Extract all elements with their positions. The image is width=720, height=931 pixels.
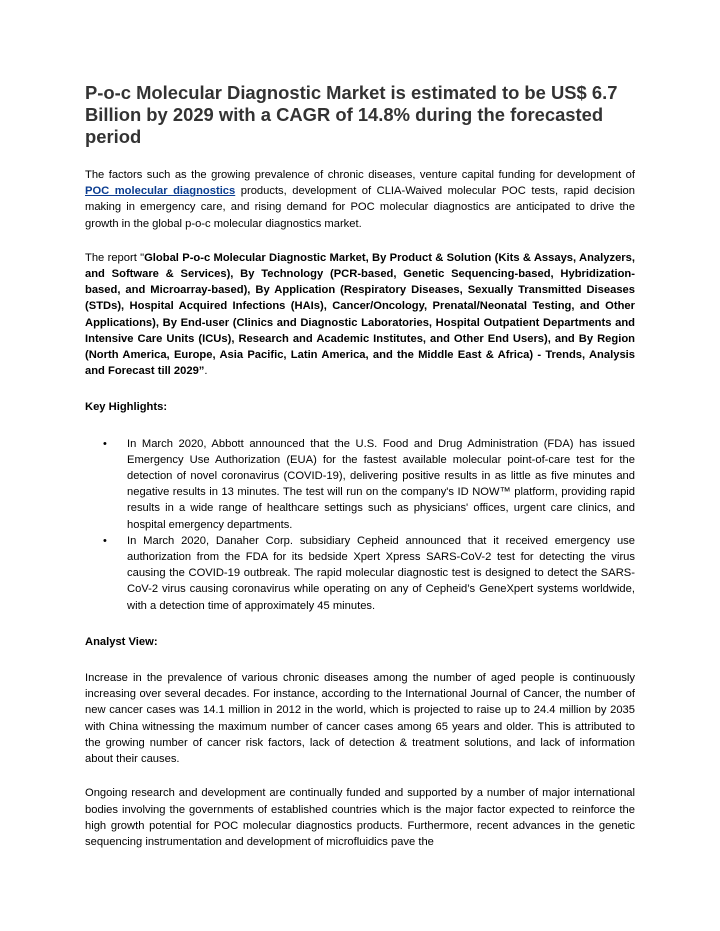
intro-text-end: products, development of CLIA-Waived molecular POC tests, rapid decision making in emergency care, and rising demand for POC molecular diagnostics are anticipated to drive the growth in the global p-o-c molecular diagnostics market.	[85, 185, 635, 230]
bullet-icon: •	[103, 437, 107, 450]
document-page	[85, 82, 635, 850]
key-highlights-heading: Key Highlights:	[85, 401, 168, 414]
intro-text-start: The factors such as the growing prevalence of chronic diseases, venture capital funding for development of	[85, 169, 635, 181]
analyst-paragraph: Ongoing research and development are continually funded and supported by a number of major international bodies involving the governments of established countries which is the major factor expected to reinforce the high growth potential for POC molecular diagnostics products. Furthermore, recent advances in the genetic sequencing instrumentation and development of microfluidics pave the	[85, 787, 635, 848]
intro-paragraph	[85, 167, 635, 232]
report-suffix: .	[204, 365, 208, 378]
highlight-text: In March 2020, Danaher Corp. subsidiary Cepheid announced that it received emergency use authorization from the FDA for its bedside Xpert Xpress SARS-CoV-2 test for detecting the virus causing the COVID-19 outbreak. The rapid molecular diagnostic test is designed to detect the SARS-CoV-2 virus causing coronavirus while operating on any of Cepheid’s GeneXpert systems worldwide, with a detection time of approximately 45 minutes.	[127, 534, 635, 612]
poc-molecular-diagnostics-link[interactable]: POC molecular diagnostics	[85, 185, 236, 198]
analyst-paragraph: Increase in the prevalence of various chronic diseases among the number of aged people is continuously increasing over several decades. For instance, according to the International Journal of Cancer, the number of new cancer cases was 14.1 million in 2012 in the world, which is projected to raise up to 24.4 million by 2035 with China witnessing the maximum number of cancer cases among 65 years and older. This is attributed to the growing number of cancer risk factors, lack of detection & treatment solutions, and lack of information about their causes.	[85, 672, 635, 766]
report-paragraph	[85, 250, 635, 380]
report-title: Global P-o-c Molecular Diagnostic Market, By Product & Solution (Kits & Assays, Analyzers, and Software & Services), By Technology (PCR-based, Genetic Sequencing-based, Hybridization-based, and Microarray-based), By Application (Respiratory Diseases, Sexually Transmitted Diseases (STDs), Hospital Acquired Infections (HAIs), Cancer/Oncology, Prenatal/Neonatal Testing, and Other Applications), By End-user (Clinics and Diagnostic Laboratories, Hospital Outpatient Departments and Intensive Care Units (ICUs), Research and Academic Institutes, and Other End Users), and By Region (North America, Europe, Asia Pacific, Latin America, and the Middle East & Africa) - Trends, Analysis and Forecast till 2029”	[85, 251, 635, 378]
list-item	[85, 533, 635, 614]
analyst-view-heading: Analyst View:	[85, 635, 158, 648]
highlight-text: In March 2020, Abbott announced that the U.S. Food and Drug Administration (FDA) has issued Emergency Use Authorization (EUA) for the fastest available molecular point-of-care test for the detection of novel coronavirus (COVID-19), delivering positive results in as little as five minutes and negative results in 13 minutes. The test will run on the company's ID NOW™ platform, providing rapid results in a wide range of healthcare settings such as physicians' offices, urgent care clinics, and hospital emergency departments.	[127, 437, 635, 531]
key-highlights-list	[85, 436, 635, 614]
list-item	[85, 436, 635, 533]
page-title: P-o-c Molecular Diagnostic Market is estimated to be US$ 6.7 Billion by 2029 with a CAGR of 14.8% during the forecasted period	[85, 82, 618, 147]
bullet-icon: •	[103, 534, 107, 547]
report-prefix: The report "	[85, 251, 145, 264]
